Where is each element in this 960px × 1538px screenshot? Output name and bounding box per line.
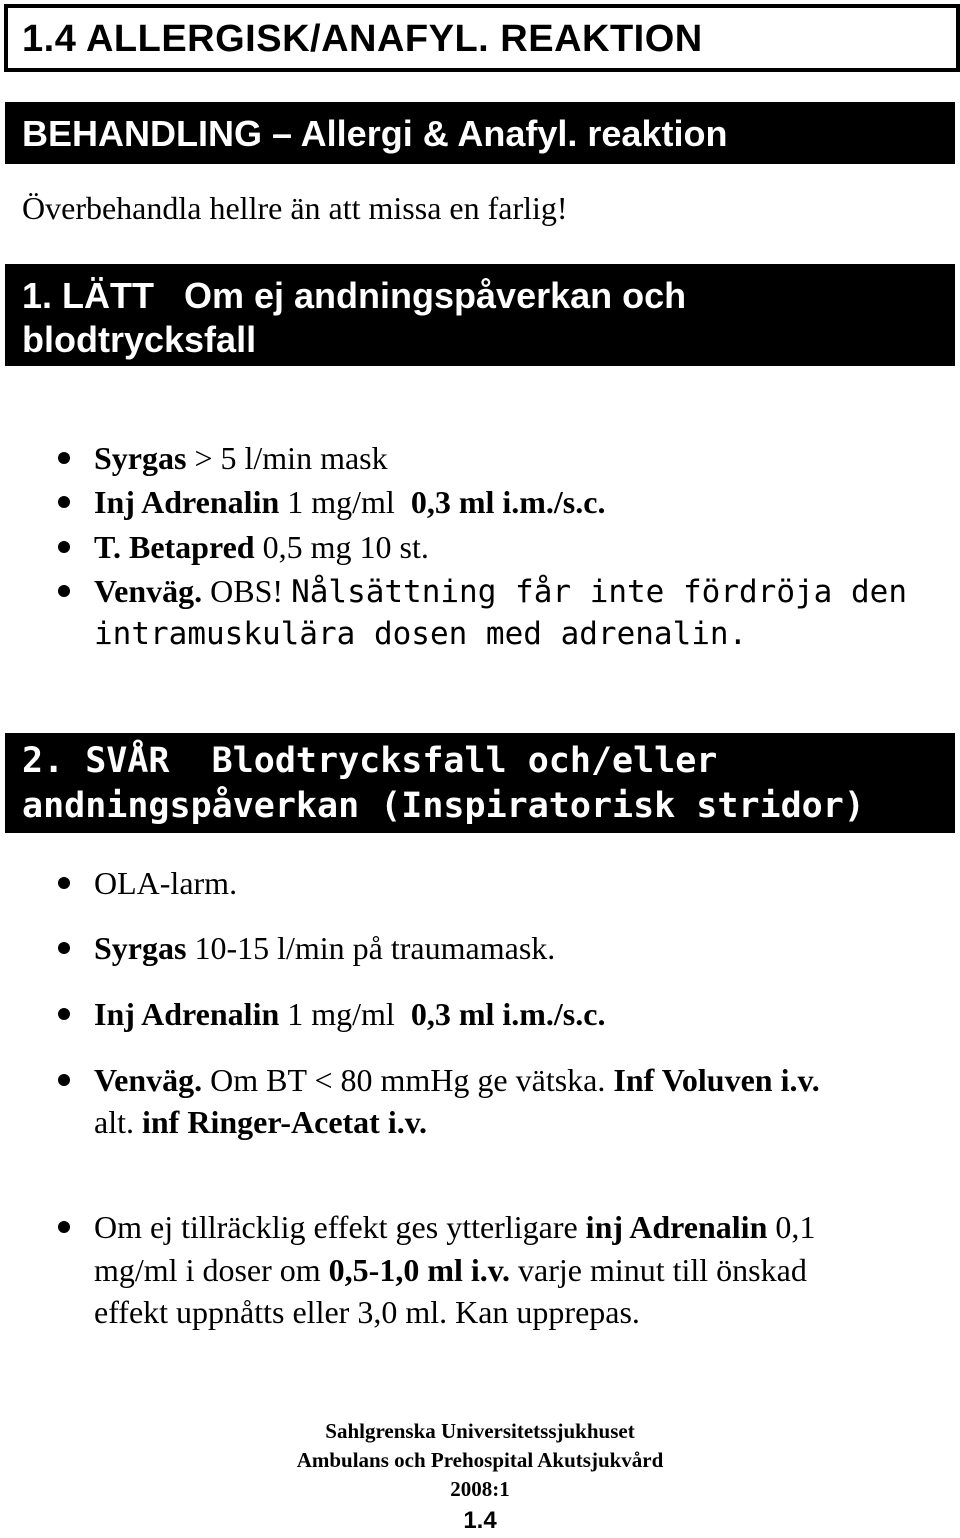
item-text: Om BT < 80 mmHg ge vätska. bbox=[202, 1062, 614, 1098]
treatment-heading: BEHANDLING – Allergi & Anafyl. reaktion bbox=[22, 113, 728, 154]
section-light-heading-line2: blodtrycksfall bbox=[22, 319, 257, 360]
footer-dept: Ambulans och Prehospital Akutsjukvård bbox=[296, 1448, 664, 1472]
item-text: 0,1 bbox=[767, 1209, 816, 1245]
item-text: alt. bbox=[94, 1104, 142, 1140]
footer-version: 2008:1 bbox=[450, 1477, 510, 1501]
list-item-severe-oxygen bbox=[94, 927, 555, 969]
list-item-severe-repeat-cont2: effekt uppnåtts eller 3,0 ml. Kan upprepas. bbox=[94, 1294, 640, 1330]
item-bold-dose: 0,3 ml i.m./s.c. bbox=[410, 996, 606, 1032]
item-bold: 0,5-1,0 ml i.v. bbox=[328, 1252, 510, 1288]
item-bold: Syrgas bbox=[94, 440, 187, 476]
item-bold: Syrgas bbox=[94, 930, 187, 966]
item-bold: Inj Adrenalin bbox=[94, 484, 280, 520]
list-item-light-betapred bbox=[94, 526, 429, 568]
footer bbox=[0, 1417, 960, 1538]
item-bold: Venväg. bbox=[94, 1062, 203, 1098]
list-item-severe-iv-access-cont bbox=[94, 1101, 427, 1143]
bullet-icon bbox=[58, 877, 70, 889]
bullet-icon bbox=[58, 1221, 70, 1233]
item-bold: Inj Adrenalin bbox=[94, 996, 280, 1032]
item-bold: inj Adrenalin bbox=[585, 1209, 768, 1245]
item-text: OBS! bbox=[202, 573, 292, 609]
list-item-severe-iv-access bbox=[94, 1059, 820, 1101]
list-item-light-oxygen bbox=[94, 437, 388, 479]
bullet-icon bbox=[58, 496, 70, 508]
item-text: 1 mg/ml bbox=[279, 484, 411, 520]
page-title: 1.4 ALLERGISK/ANAFYL. REAKTION bbox=[22, 18, 703, 60]
section-light-heading bbox=[22, 274, 686, 362]
item-text: 0,5 mg 10 st. bbox=[254, 529, 429, 565]
bullet-icon bbox=[58, 541, 70, 553]
item-text: 1 mg/ml bbox=[279, 996, 411, 1032]
list-item-severe-repeat bbox=[94, 1206, 815, 1248]
list-item-light-adrenalin bbox=[94, 481, 605, 523]
title-box bbox=[4, 4, 960, 72]
section-severe-heading-line1: 2. SVÅR Blodtrycksfall och/eller bbox=[22, 741, 718, 781]
intro-text: Överbehandla hellre än att missa en farlig! bbox=[22, 190, 568, 226]
item-bold: Venväg. bbox=[94, 573, 203, 609]
section-light-heading-bar bbox=[5, 264, 955, 366]
item-text: 10-15 l/min på traumamask. bbox=[186, 930, 556, 966]
list-item-light-iv-access-cont: intramuskulära dosen med adrenalin. bbox=[94, 616, 748, 652]
list-item-severe-repeat-cont1 bbox=[94, 1249, 807, 1291]
item-text: > 5 l/min mask bbox=[186, 440, 388, 476]
item-text: mg/ml i doser om bbox=[94, 1252, 329, 1288]
item-text: varje minut till önskad bbox=[509, 1252, 807, 1288]
section-severe-heading-line2: andningspåverkan (Inspiratorisk stridor) bbox=[22, 786, 865, 826]
list-item-severe-ola: OLA-larm. bbox=[94, 865, 238, 901]
list-item-severe-adrenalin bbox=[94, 993, 605, 1035]
treatment-heading-bar bbox=[5, 102, 955, 164]
item-text: Om ej tillräcklig effekt ges ytterligare bbox=[94, 1209, 586, 1245]
item-bold: T. Betapred bbox=[94, 529, 255, 565]
list-item-light-iv-access bbox=[94, 570, 907, 613]
bullet-icon bbox=[58, 585, 70, 597]
bullet-icon bbox=[58, 1074, 70, 1086]
section-severe-heading-bar bbox=[5, 733, 955, 833]
section-severe-heading bbox=[22, 739, 865, 829]
item-bold-dose: 0,3 ml i.m./s.c. bbox=[410, 484, 606, 520]
bullet-icon bbox=[58, 1008, 70, 1020]
item-bold-infusion-alt: inf Ringer-Acetat i.v. bbox=[141, 1104, 427, 1140]
footer-page-number: 1.4 bbox=[463, 1507, 497, 1534]
footer-org: Sahlgrenska Universitetssjukhuset bbox=[325, 1419, 635, 1443]
item-bold-infusion: Inf Voluven i.v. bbox=[613, 1062, 820, 1098]
item-note: Nålsättning får inte fördröja den bbox=[291, 574, 907, 610]
section-light-heading-line1: 1. LÄTT Om ej andningspåverkan och bbox=[22, 275, 687, 316]
bullet-icon bbox=[58, 942, 70, 954]
bullet-icon bbox=[58, 452, 70, 464]
